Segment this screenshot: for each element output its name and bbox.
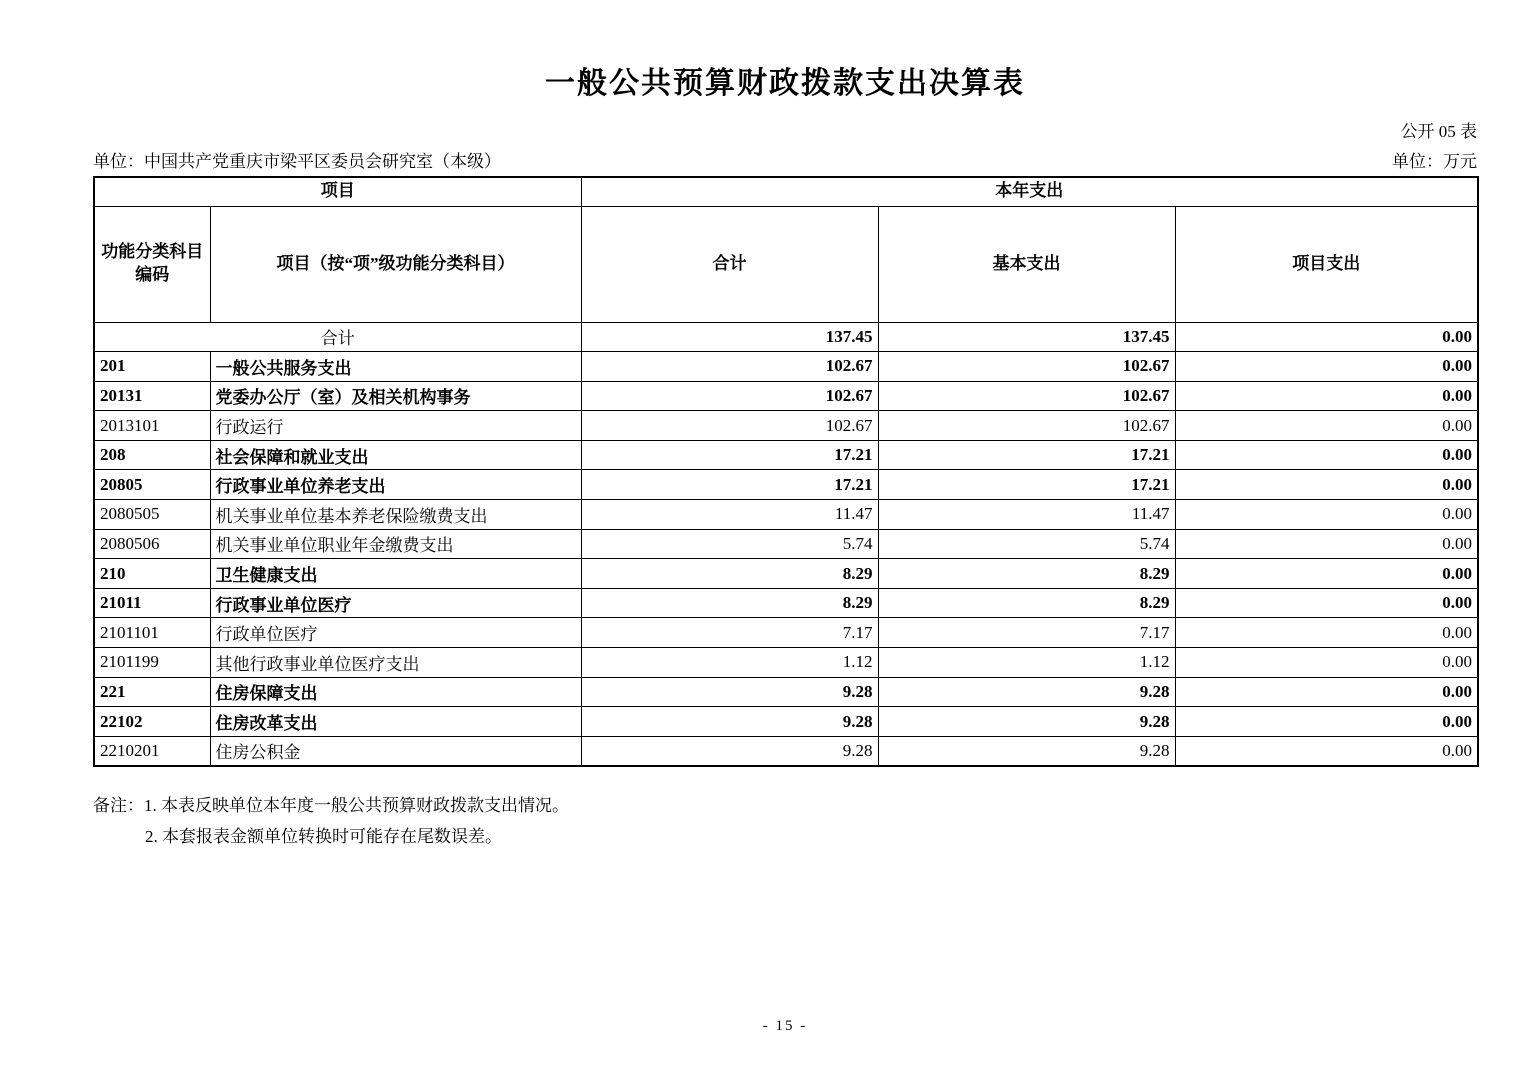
row-basic: 8.29 (878, 588, 1175, 618)
table-row (94, 707, 1478, 737)
row-project: 0.00 (1175, 618, 1478, 648)
note-line-1: 备注：1. 本表反映单位本年度一般公共预算财政拨款支出情况。 (93, 796, 569, 815)
row-total: 8.29 (581, 559, 878, 589)
table-row (94, 588, 1478, 618)
row-project: 0.00 (1175, 440, 1478, 470)
header-total: 合计 (581, 206, 878, 322)
row-code: 2080506 (94, 529, 210, 559)
row-basic: 9.28 (878, 677, 1175, 707)
row-item: 住房保障支出 (210, 677, 581, 707)
total-row-label: 合计 (94, 322, 581, 352)
row-item: 住房改革支出 (210, 707, 581, 737)
header-basic-expenditure: 基本支出 (878, 206, 1175, 322)
row-item: 社会保障和就业支出 (210, 440, 581, 470)
table-row (94, 559, 1478, 589)
table-row (94, 381, 1478, 411)
row-code: 208 (94, 440, 210, 470)
row-code: 210 (94, 559, 210, 589)
row-basic: 9.28 (878, 736, 1175, 766)
row-project: 0.00 (1175, 352, 1478, 382)
table-code-label: 公开 05 表 (1400, 122, 1477, 141)
row-code: 20131 (94, 381, 210, 411)
row-item: 党委办公厅（室）及相关机构事务 (210, 381, 581, 411)
row-total: 102.67 (581, 352, 878, 382)
reporting-unit-label: 单位：中国共产党重庆市梁平区委员会研究室（本级） (93, 152, 501, 171)
table-row (94, 677, 1478, 707)
row-code: 20805 (94, 470, 210, 500)
row-project: 0.00 (1175, 559, 1478, 589)
row-item: 行政事业单位医疗 (210, 588, 581, 618)
page-number: - 15 - (762, 1018, 808, 1034)
row-item: 行政运行 (210, 411, 581, 441)
header-project-expenditure: 项目支出 (1175, 206, 1478, 322)
header-item-name: 项目（按“项”级功能分类科目） (210, 206, 581, 322)
table-row (94, 440, 1478, 470)
row-project: 0.00 (1175, 529, 1478, 559)
row-basic: 9.28 (878, 707, 1175, 737)
row-item: 行政事业单位养老支出 (210, 470, 581, 500)
total-row (94, 322, 1478, 352)
row-project: 0.00 (1175, 736, 1478, 766)
row-total: 7.17 (581, 618, 878, 648)
row-project: 0.00 (1175, 500, 1478, 530)
header-current-year-expenditure-group: 本年支出 (581, 177, 1478, 206)
row-project: 0.00 (1175, 707, 1478, 737)
row-basic: 17.21 (878, 440, 1175, 470)
table-row (94, 529, 1478, 559)
row-code: 2013101 (94, 411, 210, 441)
header-group-row (94, 177, 1478, 206)
row-total: 9.28 (581, 677, 878, 707)
header-project-group: 项目 (94, 177, 581, 206)
header-function-code (94, 206, 210, 322)
row-total: 17.21 (581, 470, 878, 500)
note-line-2: 2. 本套报表金额单位转换时可能存在尾数误差。 (145, 827, 502, 846)
table-row (94, 736, 1478, 766)
total-row-basic: 137.45 (878, 322, 1175, 352)
row-basic: 102.67 (878, 381, 1175, 411)
row-code: 2210201 (94, 736, 210, 766)
row-total: 102.67 (581, 381, 878, 411)
row-total: 9.28 (581, 736, 878, 766)
row-item: 机关事业单位职业年金缴费支出 (210, 529, 581, 559)
row-project: 0.00 (1175, 648, 1478, 678)
table-row (94, 648, 1478, 678)
row-total: 8.29 (581, 588, 878, 618)
row-project: 0.00 (1175, 381, 1478, 411)
row-project: 0.00 (1175, 470, 1478, 500)
table-row (94, 618, 1478, 648)
row-total: 11.47 (581, 500, 878, 530)
table-row (94, 470, 1478, 500)
row-basic: 11.47 (878, 500, 1175, 530)
total-row-project: 0.00 (1175, 322, 1478, 352)
unit-row (93, 147, 1477, 172)
row-code: 221 (94, 677, 210, 707)
row-basic: 1.12 (878, 648, 1175, 678)
header-column-row (94, 206, 1478, 322)
row-project: 0.00 (1175, 677, 1478, 707)
expenditure-table (93, 176, 1479, 767)
row-item: 卫生健康支出 (210, 559, 581, 589)
row-basic: 5.74 (878, 529, 1175, 559)
row-total: 102.67 (581, 411, 878, 441)
row-item: 住房公积金 (210, 736, 581, 766)
row-basic: 8.29 (878, 559, 1175, 589)
row-project: 0.00 (1175, 411, 1478, 441)
row-basic: 7.17 (878, 618, 1175, 648)
row-basic: 102.67 (878, 411, 1175, 441)
table-row (94, 352, 1478, 382)
row-code: 2080505 (94, 500, 210, 530)
row-total: 5.74 (581, 529, 878, 559)
notes (93, 790, 1477, 852)
currency-unit-label: 单位：万元 (1392, 152, 1477, 171)
row-code: 21011 (94, 588, 210, 618)
header-function-code-line1: 功能分类科目 (101, 242, 204, 262)
row-item: 机关事业单位基本养老保险缴费支出 (210, 500, 581, 530)
row-code: 2101199 (94, 648, 210, 678)
page-title: 一般公共预算财政拨款支出决算表 (545, 67, 1025, 100)
header-function-code-line2: 编码 (135, 265, 170, 284)
row-code: 2101101 (94, 618, 210, 648)
row-basic: 17.21 (878, 470, 1175, 500)
row-project: 0.00 (1175, 588, 1478, 618)
table-row (94, 411, 1478, 441)
total-row-total: 137.45 (581, 322, 878, 352)
row-total: 17.21 (581, 440, 878, 470)
row-code: 22102 (94, 707, 210, 737)
row-total: 1.12 (581, 648, 878, 678)
row-item: 一般公共服务支出 (210, 352, 581, 382)
table-row (94, 500, 1478, 530)
row-item: 行政单位医疗 (210, 618, 581, 648)
row-total: 9.28 (581, 707, 878, 737)
row-code: 201 (94, 352, 210, 382)
row-item: 其他行政事业单位医疗支出 (210, 648, 581, 678)
row-basic: 102.67 (878, 352, 1175, 382)
